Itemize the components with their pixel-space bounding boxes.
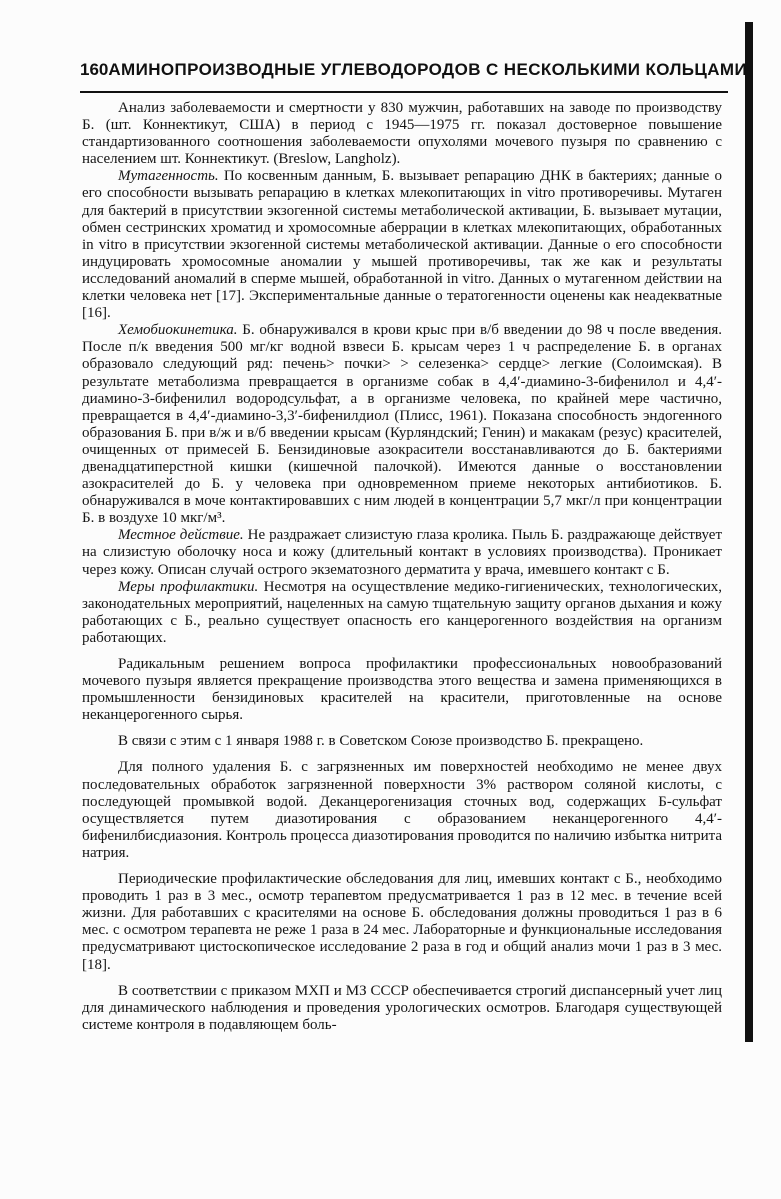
paragraph-lead: Мутагенность. <box>118 168 224 185</box>
paragraph-text: Радикальным решением вопроса профилактики профессиональных новообразований мочевого пузыря является прекращение производства этого вещества и замена применяющихся в промышленности бензидиновых красителей на красители, приготовленные на основе неканцерогенного сырья. <box>82 656 722 724</box>
paragraph-lead: Местное действие. <box>118 527 248 544</box>
running-title: АМИНОПРОИЗВОДНЫЕ УГЛЕВОДОРОДОВ С НЕСКОЛЬКИМИ КОЛЬЦАМИ <box>108 60 748 79</box>
header-rule <box>80 91 728 93</box>
paragraph-lead: Меры профилактики. <box>118 578 264 595</box>
paragraph <box>82 527 722 578</box>
running-header <box>80 60 748 90</box>
paragraph-text: В соответствии с приказом МХП и МЗ СССР обеспечивается строгий диспансерный учет лиц для динамического наблюдения и проведения урологических осмотров. Благодаря существующей системе контроля в подавляющем боль- <box>82 982 722 1033</box>
paragraph <box>82 168 722 322</box>
scan-edge-bar <box>745 22 753 1042</box>
paragraph <box>82 983 722 1034</box>
paragraph-text: Периодические профилактические обследования для лиц, имевших контакт с Б., необходимо проводить 1 раз в 3 мес., осмотр терапевтом предусматривается 1 раз в 12 мес. в течение всей жизни. Для работавших с красителями на основе Б. обследования должны проводиться 1 раз в 6 мес. с осмотром терапевта не реже 1 раза в 24 мес. Лабораторные и функциональные исследования предусматривают цистоскопическое исследование 2 раза в год и общий анализ мочи 1 раз в 3 мес. [18]. <box>82 871 722 973</box>
paragraph-text: Б. обнаруживался в крови крыс при в/б введении до 98 ч после введения. После п/к введения 500 мг/кг водной взвеси Б. крысам через 1 ч распределение Б. в органах образовало следующий ряд: печень> почки> > селезенка> сердце> легкие (Солоимская). В результате метаболизма превращается в организме собак в 4,4′-диамино-3-бифенилол и 4,4′-диамино-3-бифенилил водородсульфат, а в организме человека, по крайней мере частично, превращается в 4,4′-диамино-3,3′-бифенилдиол (Плисс, 1961). Показана способность эндогенного образования Б. при в/ж и в/б введении крысам (Курляндский; Генин) и макакам (резус) красителей, очищенных от примесей Б. Бензидиновые азокрасители восстанавливаются до Б. бактериями двенадцатиперстной кишки (кишечной палочкой). Имеются данные о восстановлении азокрасителей до Б. у человека при одновременном приеме некоторых антибиотиков. Б. обнаруживался в моче контактировавших с ним людей в концентрации 5,7 мкг/л при концентрации Б. в воздухе 10 мкг/м³. <box>82 322 722 527</box>
paragraph-lead: Хемобиокинетика. <box>118 322 243 339</box>
body-text <box>82 100 722 1034</box>
paragraph <box>82 100 722 168</box>
paragraph-text: В связи с этим с 1 января 1988 г. в Советском Союзе производство Б. прекращено. <box>118 733 644 750</box>
page-number: 160 <box>80 60 109 79</box>
paragraph <box>82 656 722 724</box>
paragraph <box>82 733 722 750</box>
paragraph-text: Анализ заболеваемости и смертности у 830 мужчин, работавших на заводе по производству Б. (шт. Коннектикут, США) в период с 1945—1975 гг. показал достоверное повышение стандартизованного соотношения заболеваемости опухолями мочевого пузыря по сравнению с населением шт. Коннектикут. (Breslow, Langholz). <box>82 100 722 168</box>
paragraph-text: Несмотря на осуществление медико-гигиенических, технологических, законодательных мероприятий, нацеленных на самую тщательную защиту органов дыхания и кожу работающих с Б., реально существует опасность его канцерогенного воздействия на организм работающих. <box>82 578 722 646</box>
paragraph <box>82 322 722 527</box>
paragraph <box>82 579 722 647</box>
paragraph-text: По косвенным данным, Б. вызывает репарацию ДНК в бактериях; данные о его способности вызывать репарацию в клетках млекопитающих in vitro противоречивы. Мутаген для бактерий в присутствии экзогенной системы метаболической активации, Б. вызывает мутации, обмен сестринских хроматид и хромосомные аберрации в клетках млекопитающих, обработанных in vitro в присутствии экзогенной системы метаболической активации. Данные о его способности индуцировать хромосомные аномалии у мышей противоречивы, так же как и результаты исследований аномалий в сперме мышей, обработанной in vitro. Данных о мутагенном действии на клетки человека нет [17]. Экспериментальные данные о тератогенности оценены как неадекватные [16]. <box>82 168 722 322</box>
paragraph-text: Не раздражает слизистую глаза кролика. Пыль Б. раздражающе действует на слизистую оболочку носа и кожу (длительный контакт в условиях производства). Проникает через кожу. Описан случай острого экзематозного дерматита у врача, имевшего контакт с Б. <box>82 527 722 578</box>
paragraph-text: Для полного удаления Б. с загрязненных им поверхностей необходимо не менее двух последовательных обработок загрязненной поверхности 3% раствором соляной кислоты, с последующей промывкой водой. Деканцерогенизация сточных вод, содержащих Б-сульфат осуществляется путем диазотирования с образованием неканцерогенного 4,4′-бифенилбисдиазония. Контроль процесса диазотирования проводится по наличию избытка нитрита натрия. <box>82 759 722 861</box>
paragraph <box>82 871 722 974</box>
paragraph <box>82 759 722 862</box>
